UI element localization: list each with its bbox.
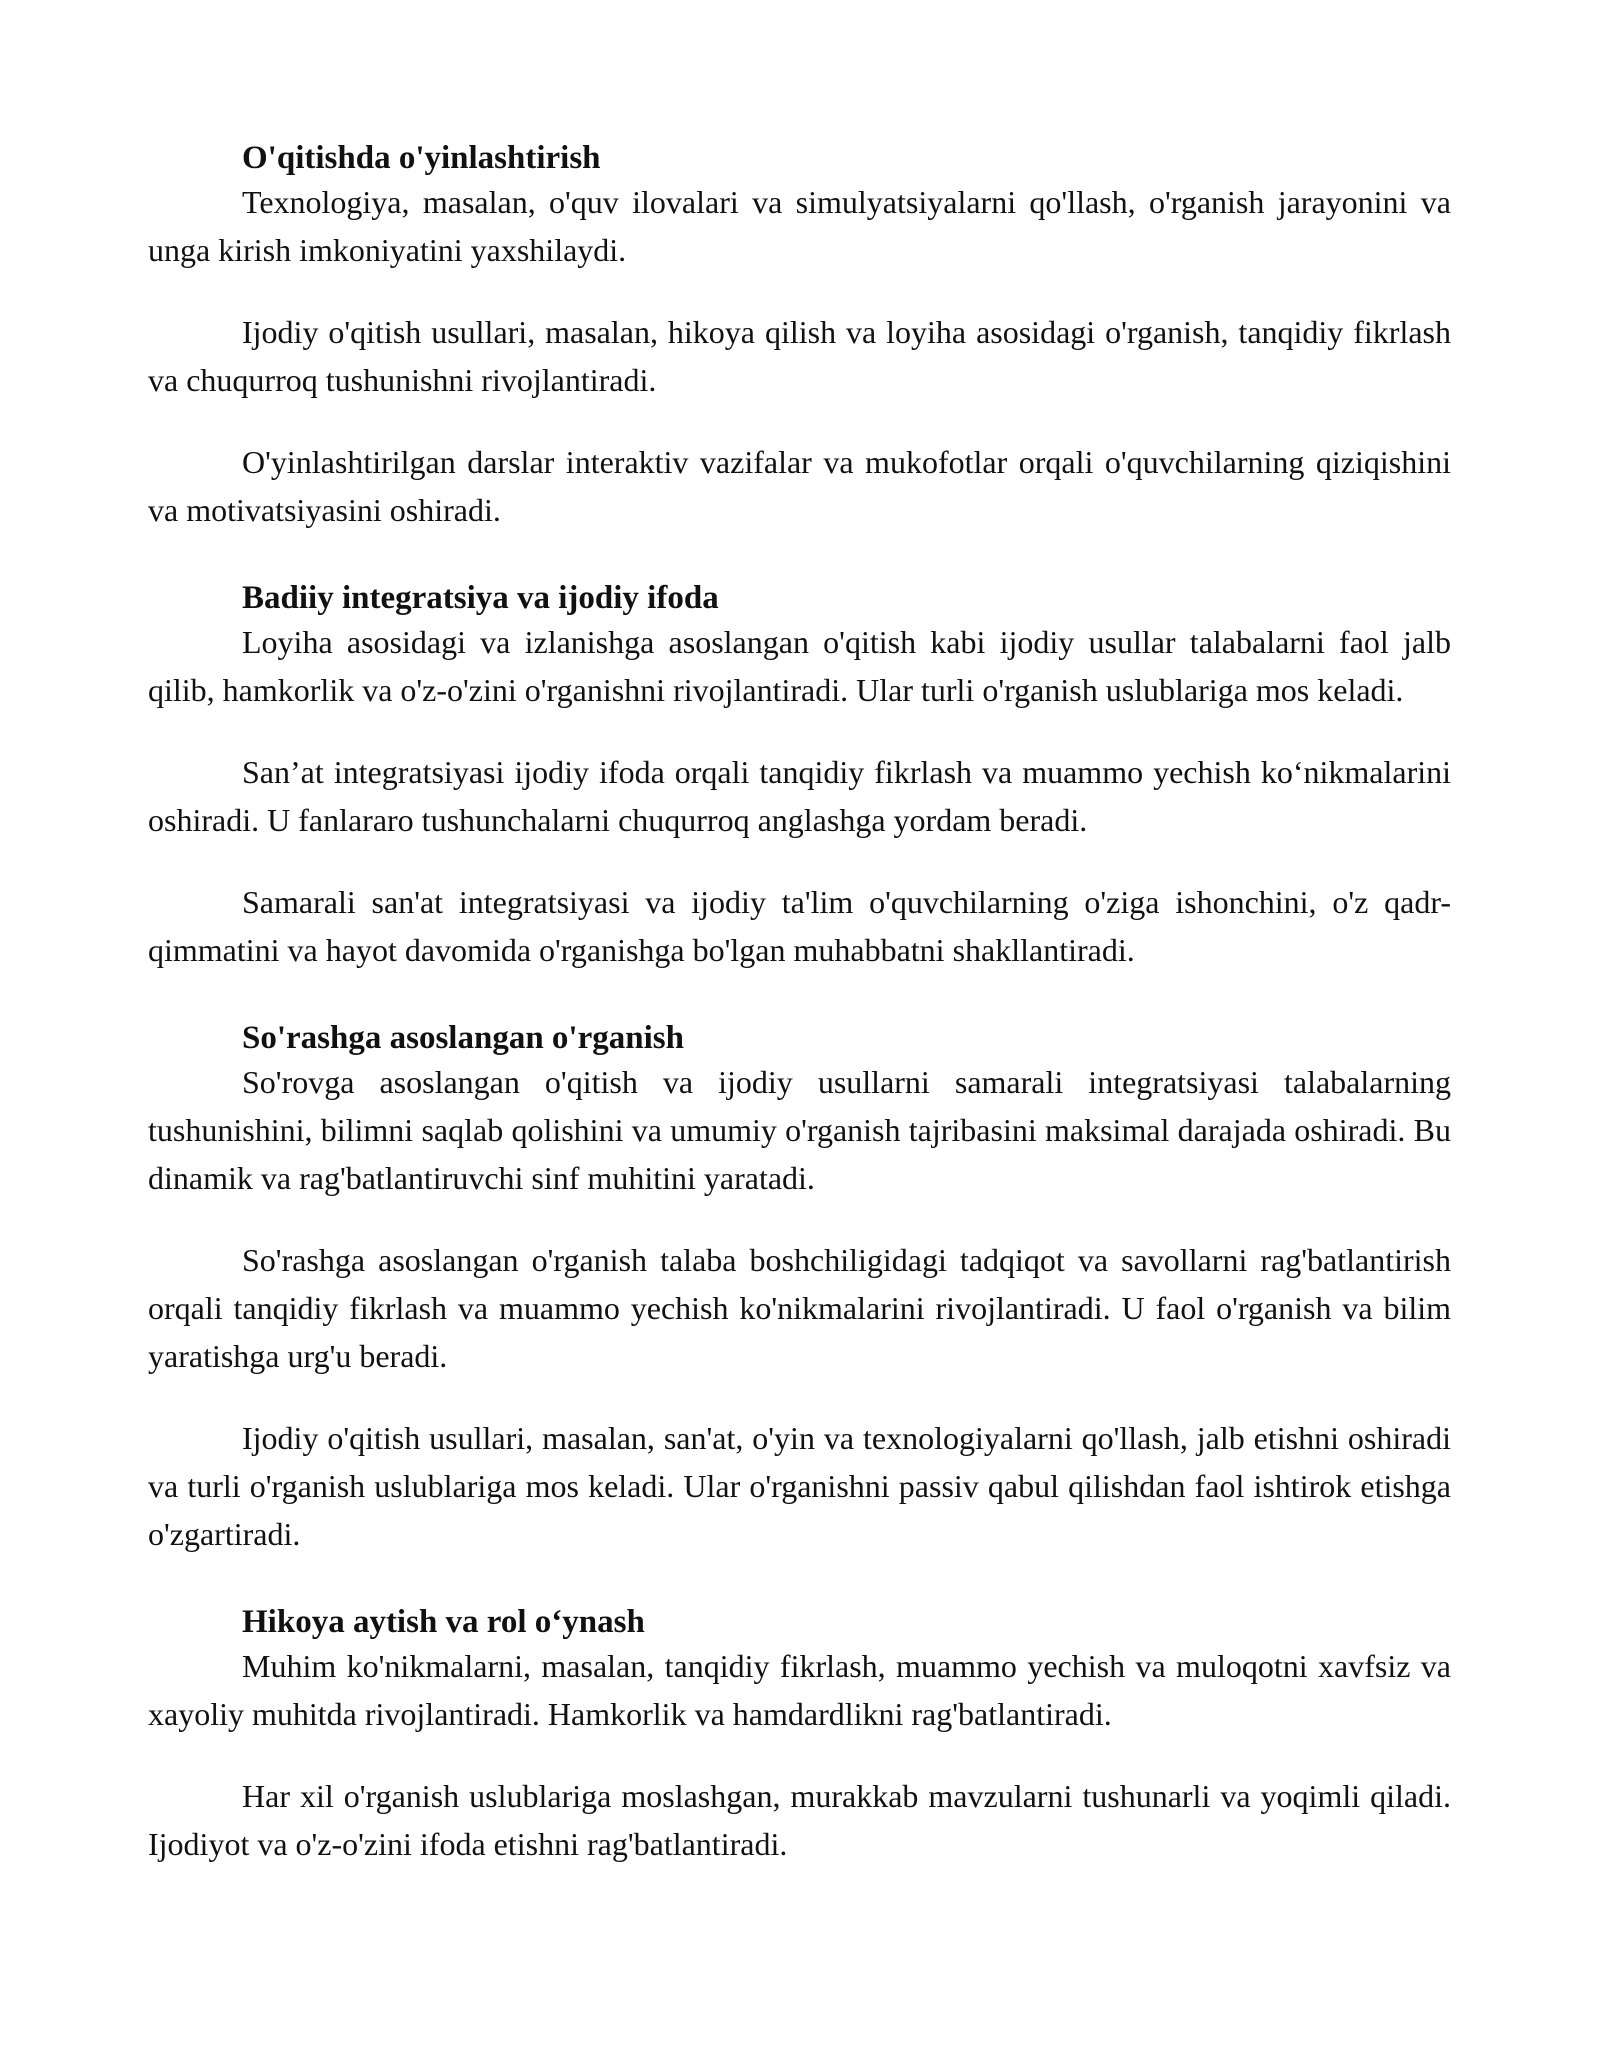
paragraph: So'rashga asoslangan o'rganish talaba boshchiligidagi tadqiqot va savollarni rag'batlantirish orqali tanqidiy fikrlash va muammo yechish ko'nikmalarini rivojlantiradi. U faol o'rganish va bilim yaratishga urg'u beradi.	[148, 1242, 1451, 1374]
document-page	[148, 138, 1451, 1868]
section-heading: O'qitishda o'yinlashtirish	[242, 140, 601, 176]
paragraph: Samarali san'at integratsiyasi va ijodiy ta'lim o'quvchilarning o'ziga ishonchini, o'z qadr-qimmatini va hayot davomida o'rganishga bo'lgan muhabbatni shakllantiradi.	[148, 884, 1451, 968]
section-storytelling	[148, 1602, 1451, 1868]
paragraph: Texnologiya, masalan, o'quv ilovalari va simulyatsiyalarni qo'llash, o'rganish jarayonini va unga kirish imkoniyatini yaxshilaydi.	[148, 184, 1451, 268]
section-gamification	[148, 138, 1451, 534]
paragraph: Ijodiy o'qitish usullari, masalan, san'at, o'yin va texnologiyalarni qo'llash, jalb etishni oshiradi va turli o'rganish uslublariga mos keladi. Ular o'rganishni passiv qabul qilishdan faol ishtirok etishga o'zgartiradi.	[148, 1420, 1451, 1552]
paragraph: Har xil o'rganish uslublariga moslashgan, murakkab mavzularni tushunarli va yoqimli qiladi. Ijodiyot va o'z-o'zini ifoda etishni rag'batlantiradi.	[148, 1778, 1451, 1862]
paragraph: O'yinlashtirilgan darslar interaktiv vazifalar va mukofotlar orqali o'quvchilarning qiziqishini va motivatsiyasini oshiradi.	[148, 444, 1451, 528]
paragraph: Muhim ko'nikmalarni, masalan, tanqidiy fikrlash, muammo yechish va muloqotni xavfsiz va xayoliy muhitda rivojlantiradi. Hamkorlik va hamdardlikni rag'batlantiradi.	[148, 1648, 1451, 1732]
section-heading: Hikoya aytish va rol o‘ynash	[242, 1604, 645, 1640]
paragraph: Loyiha asosidagi va izlanishga asoslangan o'qitish kabi ijodiy usullar talabalarni faol jalb qilib, hamkorlik va o'z-o'zini o'rganishni rivojlantiradi. Ular turli o'rganish uslublariga mos keladi.	[148, 624, 1451, 708]
paragraph: Ijodiy o'qitish usullari, masalan, hikoya qilish va loyiha asosidagi o'rganish, tanqidiy fikrlash va chuqurroq tushunishni rivojlantiradi.	[148, 314, 1451, 398]
section-inquiry-learning	[148, 1018, 1451, 1558]
paragraph: San’at integratsiyasi ijodiy ifoda orqali tanqidiy fikrlash va muammo yechish ko‘nikmalarini oshiradi. U fanlararo tushunchalarni chuqurroq anglashga yordam beradi.	[148, 754, 1451, 838]
section-art-integration	[148, 578, 1451, 974]
section-heading: So'rashga asoslangan o'rganish	[242, 1020, 684, 1056]
paragraph: So'rovga asoslangan o'qitish va ijodiy usullarni samarali integratsiyasi talabalarning tushunishini, bilimni saqlab qolishini va umumiy o'rganish tajribasini maksimal darajada oshiradi. Bu dinamik va rag'batlantiruvchi sinf muhitini yaratadi.	[148, 1064, 1451, 1196]
section-heading: Badiiy integratsiya va ijodiy ifoda	[242, 580, 719, 616]
